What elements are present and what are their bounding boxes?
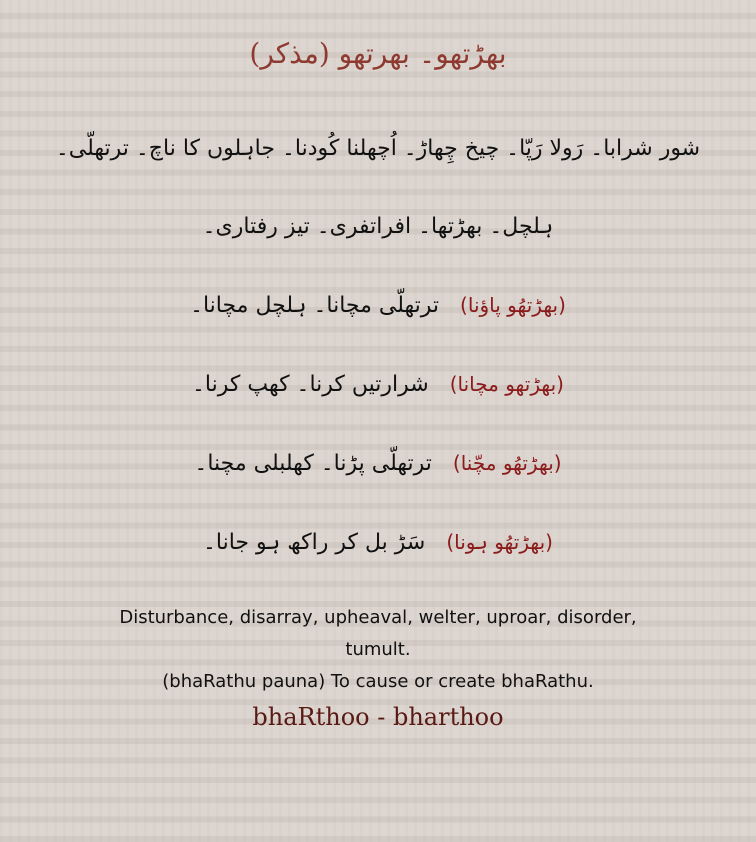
phrase-term: (بھڑتھُو ہونا) <box>446 530 553 554</box>
phrase-term: (بھڑتھُو مچّنا) <box>452 451 562 475</box>
entry-title: بھڑتھو۔ بھرتھو (مذکر) <box>249 37 507 70</box>
phrase-row <box>20 365 736 404</box>
meaning-line-1: شور شرابا۔ رَولا رَپّا۔ چیخ چِھاڑ۔ اُچھلنا کُودنا۔ جاہلوں کا ناچ۔ ترتھلّی۔ <box>55 136 701 161</box>
phrase-row <box>20 286 736 325</box>
english-definition <box>20 602 736 698</box>
phrase-term: (بھڑتھو مچانا) <box>449 372 564 396</box>
english-line-2: tumult. <box>345 639 411 660</box>
english-line-3: (bhaRathu pauna) To cause or create bhaRathu. <box>162 671 594 692</box>
meaning-line-2: ہلچل۔ بھڑتھا۔ افراتفری۔ تیز رفتاری۔ <box>202 214 554 239</box>
phrase-meaning: شرارتیں کرنا۔ کھپ کرنا۔ <box>192 372 429 397</box>
english-line-1: Disturbance, disarray, upheaval, welter, uproar, disorder, <box>119 607 637 628</box>
phrase-row <box>20 523 736 562</box>
romanization: bhaRthoo - bharthoo <box>252 703 504 731</box>
phrase-term: (بھڑتھُو پاؤنا) <box>460 293 566 317</box>
phrase-meaning: سَڑ بل کر راکھ ہو جانا۔ <box>203 530 426 555</box>
phrase-meaning: ترتھلّی پڑنا۔ کھلبلی مچنا۔ <box>194 451 432 476</box>
phrase-meaning: ترتھلّی مچانا۔ ہلچل مچانا۔ <box>190 293 440 318</box>
phrase-row <box>20 444 736 483</box>
